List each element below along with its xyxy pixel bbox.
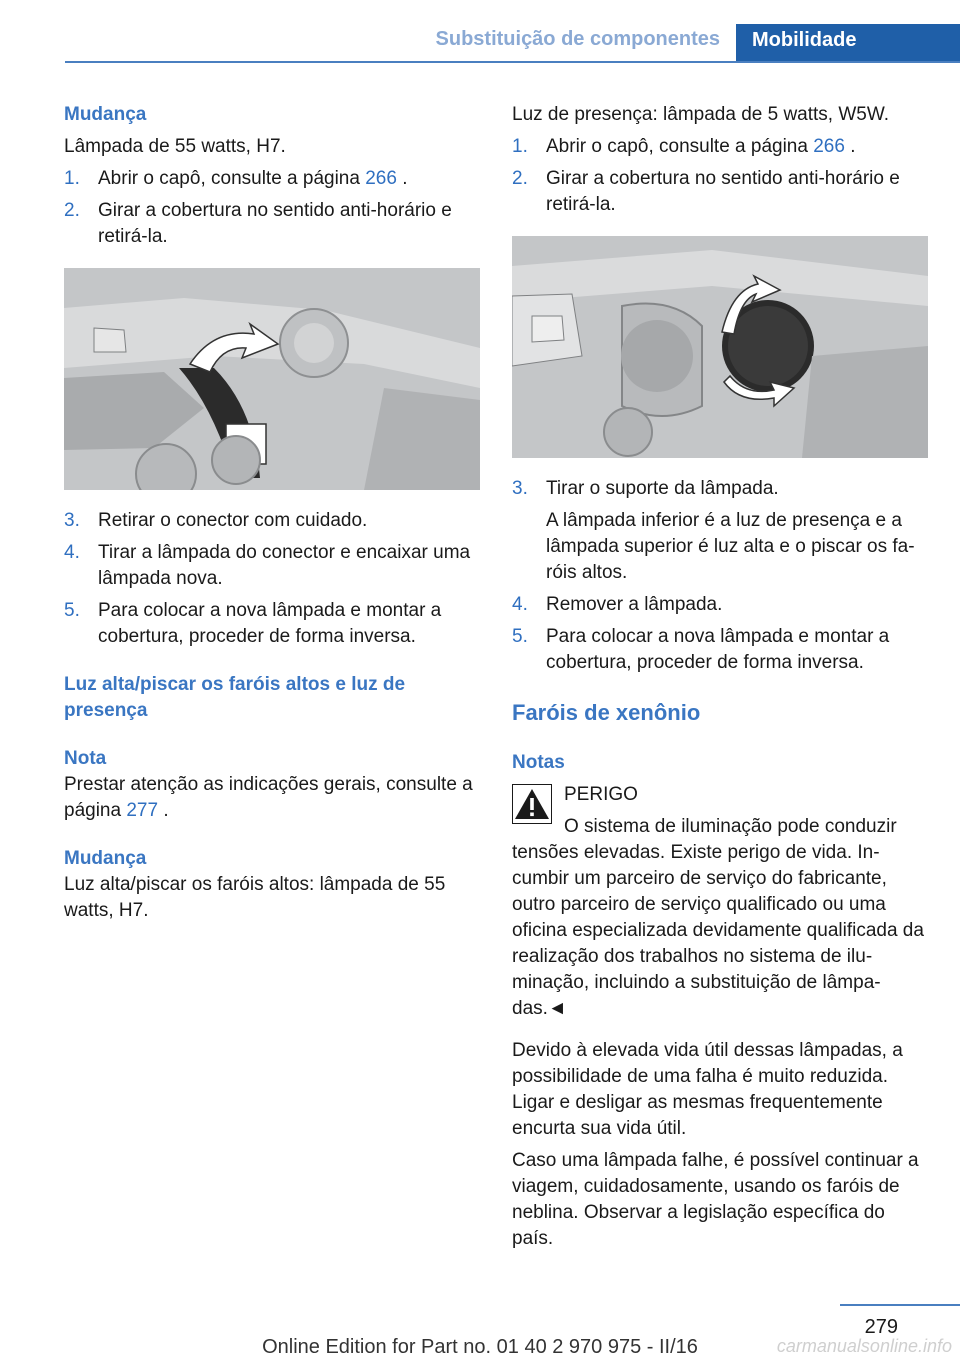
step-text: Para colocar a nova lâmpada e montar a cobertura, proceder de forma inversa. — [98, 600, 442, 647]
right-column — [512, 102, 928, 1252]
list-item — [512, 134, 928, 160]
step-text: Abrir o capô, consulte a página — [98, 168, 366, 189]
list-item — [512, 592, 928, 618]
header-section-title: Substituição de componentes — [435, 28, 720, 50]
step-number: 4. — [64, 542, 80, 563]
heading-mudanca-2: Mudança — [64, 848, 147, 869]
warning-text: tensões elevadas. Existe perigo de vida. Incumbir um parceiro de serviço do fabricante, outro parceiro de serviço qualificado ou uma oficina especializada devidamente qualificada da realização dos trabalhos no sistema de iluminação, incluindo a substituição de lâmpadas.◄ — [512, 842, 924, 1019]
step-number: 5. — [512, 626, 528, 647]
step-text-after: . — [844, 136, 856, 157]
parking-light-cover-illustration — [512, 236, 928, 458]
parking-light-spec: Luz de presença: lâmpada de 5 watts, W5W. — [512, 104, 890, 125]
step-text: Abrir o capô, consulte a página — [546, 136, 814, 157]
note-text: Prestar atenção as indicações gerais, consulte a página — [64, 774, 473, 821]
step-text: Remover a lâmpada. — [546, 594, 723, 615]
step-text: Tirar a lâmpada do conector e encaixar uma lâmpada nova. — [98, 542, 471, 589]
list-item — [64, 166, 480, 192]
list-item — [512, 476, 928, 502]
headlamp-cover-illustration — [64, 268, 480, 490]
danger-warning — [512, 782, 928, 1022]
lifespan-paragraph: Devido à elevada vida útil dessas lâmpadas, a possibilidade de uma falha é muito reduzida. Ligar e desligar as mesmas frequentemente encurta sua vida útil. — [512, 1040, 903, 1139]
list-item — [64, 598, 480, 650]
section-heading-high-beam: Luz alta/piscar os faróis altos e luz de presença — [64, 674, 406, 721]
header-rule — [65, 61, 960, 63]
watermark: carmanualsonline.info — [776, 1336, 952, 1356]
bulb-spec: Lâmpada de 55 watts, H7. — [64, 136, 286, 157]
step3-detail: A lâmpada inferior é a luz de presença e a lâmpada superior é luz alta e o piscar os faróis altos. — [546, 510, 915, 583]
list-item — [64, 508, 480, 534]
step-number: 5. — [64, 600, 80, 621]
header-chapter-tab: Mobilidade — [736, 24, 960, 62]
page-link[interactable]: 266 — [365, 168, 397, 189]
step-number: 3. — [512, 478, 528, 499]
steps-list-right-c — [512, 592, 928, 676]
heading-nota: Nota — [64, 748, 107, 769]
warning-text-first: O sistema de iluminação pode conduzir — [564, 816, 897, 837]
note-paragraph — [64, 772, 480, 824]
step-number: 2. — [64, 200, 80, 221]
step-text: Para colocar a nova lâmpada e montar a cobertura, proceder de forma inversa. — [546, 626, 890, 673]
steps-list-right-b — [512, 476, 928, 502]
steps-list-left-a — [64, 166, 480, 250]
list-item — [64, 540, 480, 592]
list-item — [512, 624, 928, 676]
left-column — [64, 102, 480, 924]
heading-notas: Notas — [512, 752, 565, 773]
section-heading-xenon: Faróis de xenônio — [512, 700, 701, 725]
running-header — [65, 24, 960, 62]
page-link[interactable]: 266 — [813, 136, 845, 157]
change-paragraph: Luz alta/piscar os faróis altos: lâmpada de 55 watts, H7. — [64, 874, 446, 921]
step-text: Retirar o conector com cuidado. — [98, 510, 368, 531]
step-number: 2. — [512, 168, 528, 189]
list-item — [64, 198, 480, 250]
step-number: 1. — [512, 136, 528, 157]
page-number: 279 — [864, 1316, 898, 1338]
failure-paragraph: Caso uma lâmpada falhe, é possível continuar a viagem, cuidadosamente, usando os faróis de neblina. Observar a legislação específica do país. — [512, 1150, 919, 1249]
edition-footer: Online Edition for Part no. 01 40 2 970 975 - II/16 — [262, 1336, 698, 1358]
warning-triangle-icon — [512, 784, 552, 824]
step-number: 4. — [512, 594, 528, 615]
step-text: Girar a cobertura no sentido anti-horário e retirá-la. — [98, 200, 452, 247]
step-text: Tirar o suporte da lâmpada. — [546, 478, 779, 499]
steps-list-left-b — [64, 508, 480, 650]
step-text: Girar a cobertura no sentido anti-horário e retirá-la. — [546, 168, 900, 215]
footer-rule — [840, 1304, 960, 1306]
heading-mudanca: Mudança — [64, 104, 147, 125]
step-number: 3. — [64, 510, 80, 531]
step-text-after: . — [396, 168, 408, 189]
list-item — [512, 166, 928, 218]
note-text-after: . — [158, 800, 169, 821]
warning-title: PERIGO — [564, 784, 638, 805]
step-number: 1. — [64, 168, 80, 189]
page-link[interactable]: 277 — [126, 800, 159, 821]
steps-list-right-a — [512, 134, 928, 218]
